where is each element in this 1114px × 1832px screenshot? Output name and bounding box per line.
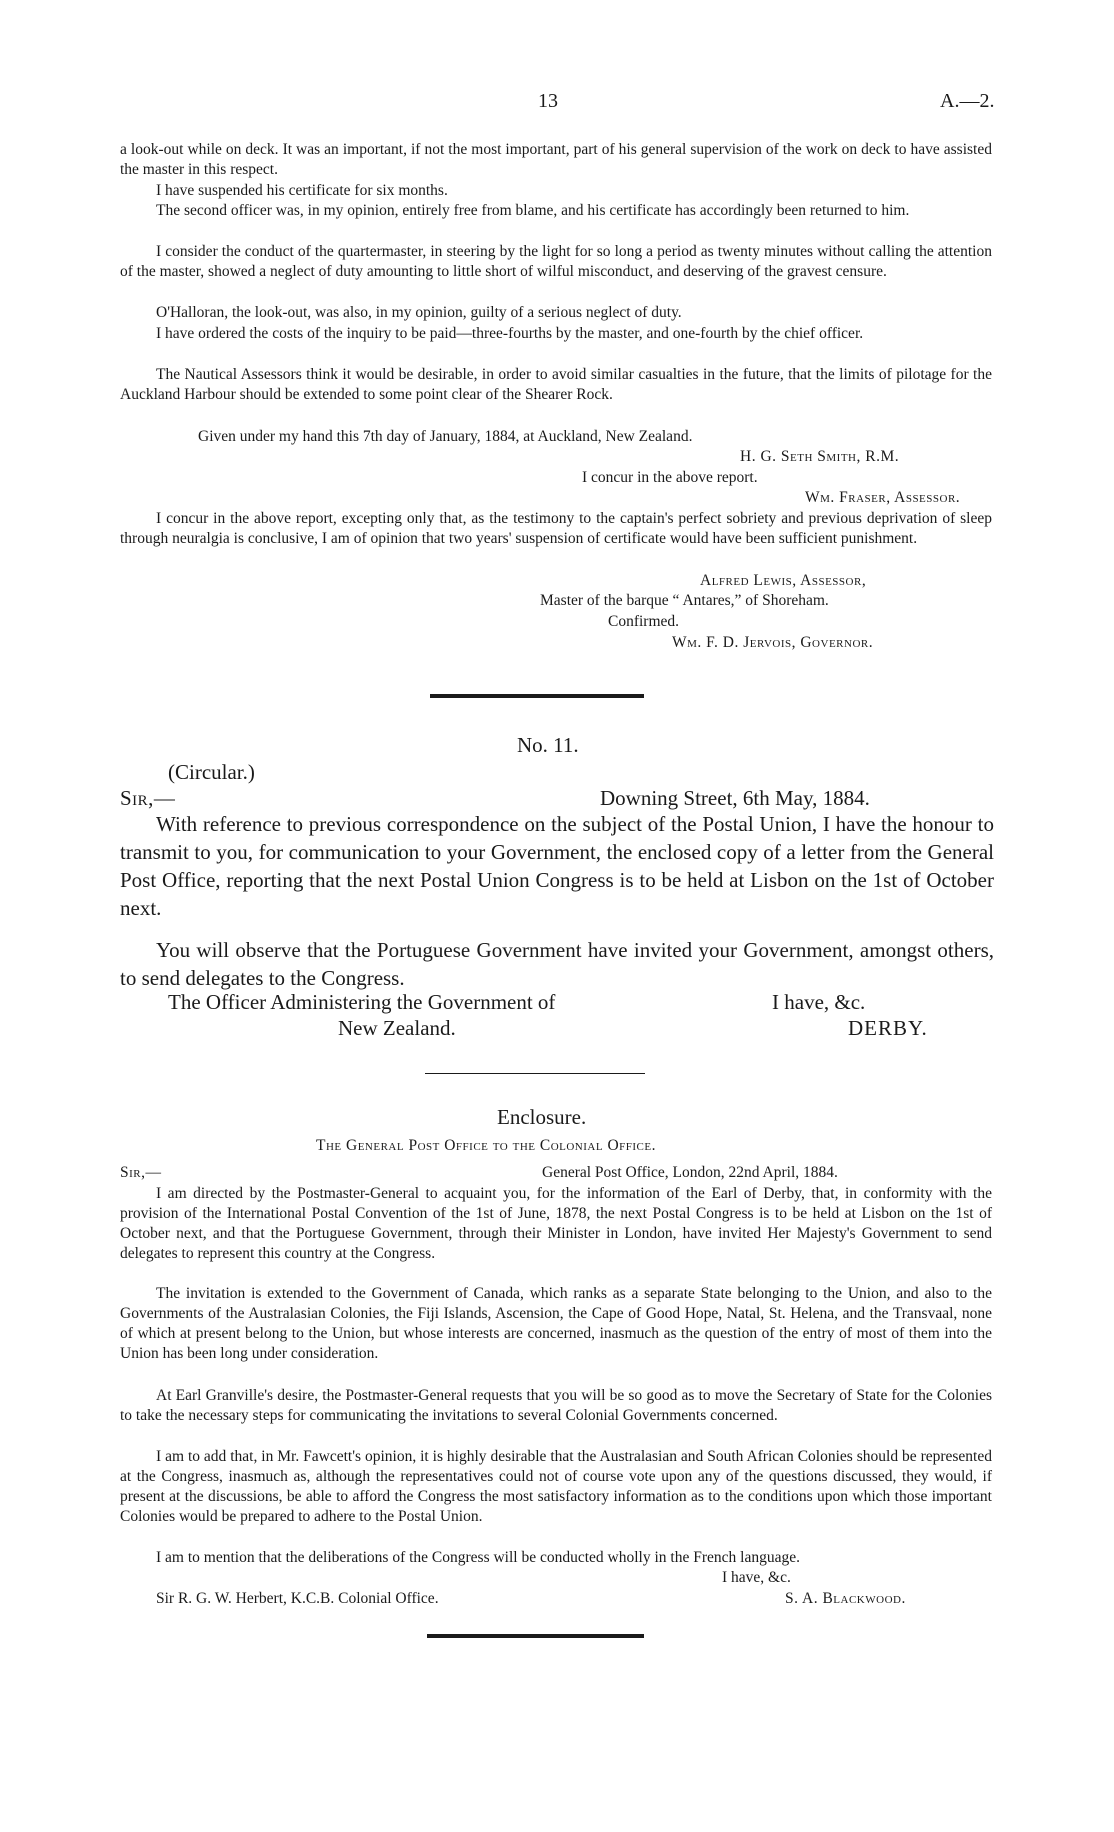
series-code: A.—2. xyxy=(940,90,995,112)
enclosure-dateline: General Post Office, London, 22nd April, 1884. xyxy=(542,1164,838,1181)
letter-signature-derby: DERBY. xyxy=(848,1016,928,1040)
circular-label: (Circular.) xyxy=(168,760,255,784)
letter-paragraph: With reference to previous correspondence on the subject of the Postal Union, I have the honour to transmit to you, for communication to your Government, the enclosed copy of a letter from the General Post Office, reporting that the next Postal Union Congress is to be held at Lisbon on the 1st of October next. xyxy=(120,812,994,920)
signature-lewis-role: Master of the barque “ Antares,” of Shoreham. xyxy=(540,592,829,609)
letter-addressee-line2: New Zealand. xyxy=(338,1016,456,1040)
letter-closing: I have, &c. xyxy=(772,990,866,1014)
signature-fraser: Wm. Fraser, Assessor. xyxy=(805,489,961,506)
enclosure-paragraph: I am to add that, in Mr. Fawcett's opinion, it is highly desirable that the Australasian and South African Colonies should be represented at the Congress, inasmuch as, although the representatives could not of course vote upon any of the questions discussed, they would, if present at the discussions, be able to afford the Congress the most satisfactory information as to the conditions upon which those important Colonies would be prepared to adhere to the Postal Union. xyxy=(120,1448,992,1525)
letter-number: No. 11. xyxy=(517,733,579,757)
report-paragraph: The second officer was, in my opinion, entirely free from blame, and his certificate has accordingly been returned to him. xyxy=(156,202,910,219)
enclosure-paragraph: I am directed by the Postmaster-General to acquaint you, for the information of the Earl of Derby, that, in conformity with the provision of the International Postal Convention of the 1st of June, 1878, the next Postal Congress is to be held at Lisbon on the 1st of October next, and that the Portuguese Government, through their Minister in London, have invited Her Majesty's Government to send delegates to represent this country at the Congress. xyxy=(120,1185,992,1262)
report-paragraph: I consider the conduct of the quartermaster, in steering by the light for so long a period as twenty minutes without calling the attention of the master, showed a neglect of duty amounting to little short of wilful misconduct, and deserving of the gravest censure. xyxy=(120,243,992,280)
given-under-line: Given under my hand this 7th day of January, 1884, at Auckland, New Zealand. xyxy=(198,428,693,445)
enclosure-addressee: Sir R. G. W. Herbert, K.C.B. Colonial Office. xyxy=(156,1590,439,1607)
concur-paragraph: I concur in the above report, excepting only that, as the testimony to the captain's perfect sobriety and previous deprivation of sleep through neuralgia is conclusive, I am of opinion that two years' suspension of certificate would have been sufficient punishment. xyxy=(120,510,992,547)
report-paragraph: a look-out while on deck. It was an important, if not the most important, part of his general supervision of the work on deck to have assisted the master in this respect. xyxy=(120,141,992,178)
letter-paragraph: You will observe that the Portuguese Government have invited your Government, amongst others, to send delegates to the Congress. xyxy=(120,938,994,990)
report-paragraph: O'Halloran, the look-out, was also, in my opinion, guilty of a serious neglect of duty. xyxy=(156,304,682,321)
report-paragraph: I have suspended his certificate for six months. xyxy=(156,182,448,199)
report-paragraph: I have ordered the costs of the inquiry to be paid—three-fourths by the master, and one-fourth by the chief officer. xyxy=(156,325,864,342)
end-divider xyxy=(427,1634,644,1638)
enclosure-salutation: Sir,— xyxy=(120,1164,162,1181)
enclosure-divider xyxy=(425,1073,645,1074)
confirmed-line: Confirmed. xyxy=(608,613,680,630)
report-paragraph: The Nautical Assessors think it would be desirable, in order to avoid similar casualties in the future, that the limits of pilotage for the Auckland Harbour should be extended to some point clear of the Shearer Rock. xyxy=(120,366,992,403)
enclosure-closing: I have, &c. xyxy=(722,1569,791,1586)
letter-dateline: Downing Street, 6th May, 1884. xyxy=(600,786,870,810)
page-number: 13 xyxy=(538,90,558,112)
letter-salutation: Sir,— xyxy=(120,786,176,810)
signature-lewis: Alfred Lewis, Assessor, xyxy=(700,572,867,589)
concur-line: I concur in the above report. xyxy=(582,469,758,486)
enclosure-subheading: The General Post Office to the Colonial Office. xyxy=(316,1137,656,1154)
enclosure-paragraph: The invitation is extended to the Government of Canada, which ranks as a separate State belonging to the Union, and also to the Governments of the Australasian Colonies, the Fiji Islands, Ascension, the Cape of Good Hope, Natal, St. Helena, and the Transvaal, none of which at present belong to the Union, but whose interests are concerned, inasmuch as the question of the entry of most of them into the Union has been long under consideration. xyxy=(120,1285,992,1362)
signature-seth-smith: H. G. Seth Smith, R.M. xyxy=(740,448,900,465)
section-divider xyxy=(430,694,644,698)
enclosure-heading: Enclosure. xyxy=(497,1105,587,1129)
signature-jervois: Wm. F. D. Jervois, Governor. xyxy=(672,634,874,651)
enclosure-paragraph: I am to mention that the deliberations of the Congress will be conducted wholly in the French language. xyxy=(156,1549,800,1566)
enclosure-signature-blackwood: S. A. Blackwood. xyxy=(785,1590,906,1607)
letter-addressee-line1: The Officer Administering the Government of xyxy=(168,990,556,1014)
enclosure-paragraph: At Earl Granville's desire, the Postmaster-General requests that you will be so good as to move the Secretary of State for the Colonies to take the necessary steps for communicating the invitations to several Colonial Governments concerned. xyxy=(120,1387,992,1424)
